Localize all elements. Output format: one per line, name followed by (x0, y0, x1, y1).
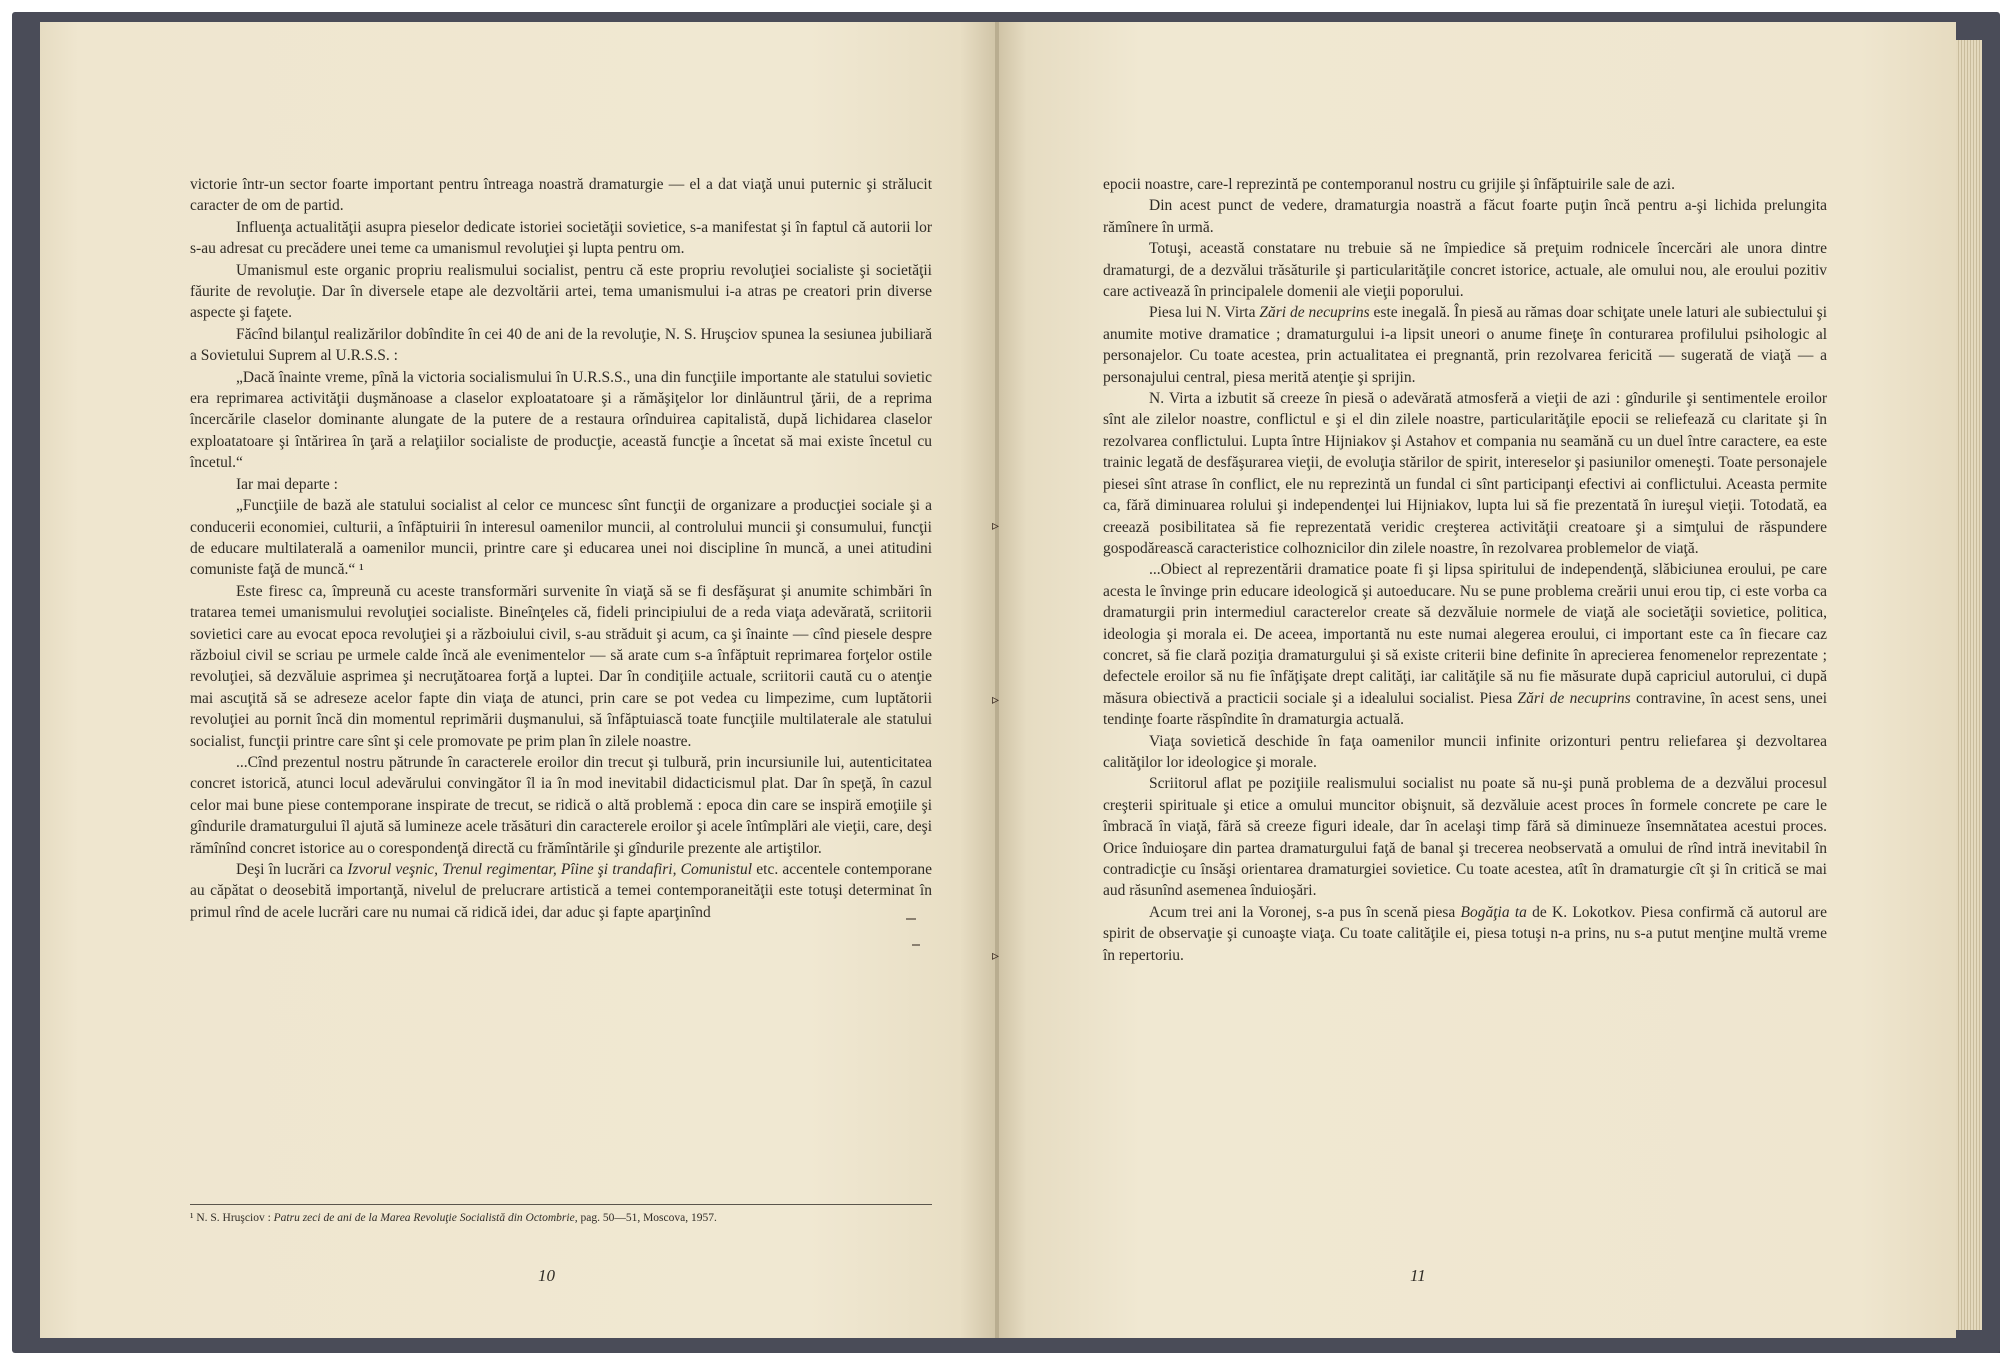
right-page-text (1103, 174, 1827, 966)
footnote-marker: ¹ (190, 1212, 194, 1224)
book-title: Zări de necuprins (1517, 689, 1631, 707)
paragraph: Scriitorul aflat pe poziţiile realismului socialist nu poate să nu-şi pună problema de a dezvălui procesul creşterii spirituale şi etice a omului muncitor obişnuit, să dezvăluie acest proces în formele concrete pe care le îmbracă în viaţă, fără să creeze figuri ideale, dar în acelaşi timp fără să diminueze însemnătatea acestui proces. Orice înduioşare din partea dramaturgului faţă de banal şi trecerea neobservată a omului de rînd intră inevitabil în contradicţie cu însăşi orientarea dramaturgiei sovietice. Cu toate acestea, atît în dramaturgie cît şi în critică se mai aud răsunînd asemenea înduioşări. (1103, 775, 1827, 900)
footnote-author: N. S. Hruşciov : (196, 1212, 271, 1224)
page-number: 10 (538, 1266, 555, 1285)
paragraph: Făcînd bilanţul realizărilor dobîndite în cei 40 de ani de la revoluţie, N. S. Hruşciov spunea la sesiunea jubiliară a Sovietului Suprem al U.R.S.S. : (190, 325, 932, 365)
paragraph: victorie într-un sector foarte important pentru întreaga noastră dramaturgie — el a dat viaţă unui puternic şi strălucit caracter de om de partid. (190, 176, 932, 215)
footnote-rest: pag. 50—51, Moscova, 1957. (580, 1212, 717, 1224)
binding-thread-mark: ▹ (992, 949, 1000, 964)
paragraph-with-titles: Piesa lui N. Virta Zări de necuprins este inegală. În piesă au rămas doar schiţate unele laturi ale subiectului şi anumite motive dramatice ; dramaturgului i-a lipsit uneori o anume fineţe în conturarea profilului psihologic al personajelor. Cu toate acestea, prin actualitatea ei pregnantă, prin rezolvarea fericită — sugerată de viaţă — a personajului central, piesa merită atenţie şi sprijin. (1103, 304, 1827, 386)
paragraph: Influenţa actualităţii asupra pieselor dedicate istoriei societăţii sovietice, s-a manifestat şi în faptul că autorii lor s-au adresat cu precădere unei teme ca umanismul revoluţiei şi lupta pentru om. (190, 218, 932, 258)
book-title: Izvorul veşnic, Trenul regimentar, Pîine şi trandafiri, Comunistul (347, 861, 753, 878)
margin-mark (906, 918, 916, 920)
paragraph-with-titles: Acum trei ani la Voronej, s-a pus în scenă piesa Bogăţia ta de K. Lokotkov. Piesa confirmă că autorul are spirit de observaţie şi cunoaşte viaţa. Cu toate calităţile ei, piesa totuşi n-a prins, nu s-a putut menţine multă vreme în repertoriu. (1103, 903, 1827, 964)
binding-thread-mark: ▹ (992, 693, 1000, 708)
paragraph: Umanismul este organic propriu realismului socialist, pentru că este propriu revoluţiei socialiste şi societăţii făurite de revoluţie. Dar în diversele etape ale dezvoltării artei, tema umanismului i-a atras pe creatori prin diverse aspecte şi faţete. (190, 261, 932, 322)
paragraph: ...Cînd prezentul nostru pătrunde în caracterele eroilor din trecut şi tulbură, prin incursiunile lui, autenticitatea concret istorică, atunci locul adevărului convingător îl ia în mod inevitabil didacticismul plat. Dar în speţă, în cazul celor mai bune piese contemporane inspirate de trecut, se ridică o altă problemă : epoca din care se inspiră emoţiile şi gîndurile dramaturgului îl ajută să lumineze acele trăsături din caracterele eroilor şi acele întîmplări ale vieţii, care, deşi rămînînd concret istorice au o corespondenţă directă cu frămîntările şi gîndurile prezente ale artiştilor. (190, 753, 932, 857)
left-page-text (190, 174, 932, 923)
paragraph: Totuşi, această constatare nu trebuie să ne împiedice să preţuim rodnicele încercări ale unora dintre dramaturgi, de a dezvălui trăsăturile şi particularităţile concret istorice, actuale, ale omului nou, ale eroului pozitiv care activează în principalele domenii ale vieţii poporului. (1103, 240, 1827, 301)
margin-mark (912, 944, 920, 946)
book-gutter (995, 22, 999, 1338)
binding-thread-mark: ▹ (992, 519, 1000, 534)
footnote-title: Patru zeci de ani de la Marea Revoluţie Socialistă din Octombrie, (273, 1212, 578, 1224)
paragraph: Viaţa sovietică deschide în faţa oamenilor muncii infinite orizonturi pentru reliefarea şi dezvoltarea calităţilor lor ideologice şi morale. (1103, 732, 1827, 771)
quotation-paragraph: „Dacă înainte vreme, pînă la victoria socialismului în U.R.S.S., una din funcţiile importante ale statului sovietic era reprimarea activităţii duşmănoase a claselor exploatatoare şi a rămăşiţelor lor dinlăuntrul ţării, de a reprima încercările claselor dominante alungate de la putere de a restaura orînduirea capitalistă, după lichidarea claselor exploatatoare şi întărirea în ţară a relaţiilor socialiste de producţie, această funcţie a încetat să mai existe încetul cu încetul.“ (190, 368, 932, 472)
book-title: Bogăţia ta (1460, 903, 1527, 921)
paragraph: Din acest punct de vedere, dramaturgia noastră a făcut foarte puţin încă pentru a-şi lichida prelungita rămînere în urmă. (1103, 197, 1827, 236)
paragraph-with-titles: ...Obiect al reprezentării dramatice poate fi şi lipsa spiritului de independenţă, slăbiciunea eroului, pe care acesta le învinge prin educare ideologică şi autoeducare. Nu se pune problema creării unui erou tip, ci este vorba ca dramaturgii prin intermediul caracterelor create să dezvăluie normele de viaţă ale societăţii sovietice, politica, ideologia şi morala ei. De aceea, importantă nu este numai alegerea eroului, ci important este ca în fiecare caz concret, să fie clară poziţia dramaturgului şi să existe criterii bine definite în aprecierea fenomenelor reprezentate ; defectele eroilor să nu fie înfăţişate drept calităţi, iar calităţile să nu fie măsurate după capriciul autorului, ci după măsura obiectivă a practicii sociale şi a idealului socialist. Piesa Zări de necuprins contravine, în acest sens, unei tendinţe foarte răspîndite în dramaturgia actuală. (1103, 561, 1827, 729)
paragraph: Iar mai departe : (236, 475, 338, 493)
right-page (998, 22, 1956, 1338)
paragraph: N. Virta a izbutit să creeze în piesă o adevărată atmosferă a vieţii de azi : gîndurile şi sentimentele eroilor sînt ale zilelor noastre, conflictul e şi el din zilele noastre, particularităţile epocii se reliefează cu claritate şi în rezolvarea conflictului. Lupta între Hijniakov şi Astahov et compania nu seamănă cu un duel între caractere, ea este trainic legată de desfăşurarea vieţii, de evoluţia stărilor de spirit, intereselor şi pasiunilor omeneşti. Toate personajele piesei sînt atrase în conflict, ele nu reprezintă un fundal ci sînt participanţi efectivi ai conflictului. Aceasta permite ca, fără diminuarea rolului şi independenţei lui Hijniakov, lupta lui să fie prezentată în iureşul vieţii. Totodată, ea creează posibilitatea să fie reprezentată veridic creşterea activităţii creatoare şi a simţului de răspundere gospodărească caracteristice colhoznicilor din zilele noastre, în rezolvarea problemelor de viaţă. (1103, 390, 1827, 557)
quotation-paragraph: „Funcţiile de bază ale statului socialist al celor ce muncesc sînt funcţii de organizare a producţiei sociale şi a conducerii economiei, culturii, a înfăptuirii în interesul oamenilor muncii, al controlului muncii şi consumului, funcţii de educare multilaterală a oamenilor muncii, printre care şi educarea unei noi discipline în muncă, a unei atitudini comuniste faţă de muncă.“ ¹ (190, 497, 932, 579)
paragraph: Este firesc ca, împreună cu aceste transformări survenite în viaţă să se fi desfăşurat şi anumite schimbări în tratarea temei umanismului revoluţiei socialiste. Bineînţeles că, fideli principiului de a reda viaţa adevărată, scriitorii sovietici care au evocat epoca revoluţiei şi a războiului civil, s-au străduit şi acum, ca şi înainte — cînd piesele despre războiul civil se scriau pe urmele calde încă ale evenimentelor — să arate cum s-a înfăptuit reprimarea forţelor ostile revoluţiei, să dezvăluie asprimea şi necruţătoarea forţă a luptei. Dar în condiţiile actuale, scriitorii caută cu o atenţie mai ascuţită să se adreseze acelor fapte din viaţa de atunci, prin care se pot vedea cu limpezime, cum luptătorii revoluţiei au pornit încă din momentul reprimării duşmanului, să înfăptuiască toate funcţiile multilaterale ale statului socialist, funcţii printre care sînt şi cele promovate pe prim plan în zilele noastre. (190, 582, 932, 750)
page-number: 11 (1410, 1266, 1426, 1285)
footnote (190, 1204, 932, 1226)
paragraph: epocii noastre, care-l reprezintă pe contemporanul nostru cu grijile şi înfăptuirile sale de azi. (1103, 176, 1675, 193)
left-page (40, 22, 998, 1338)
paragraph-with-titles: Deşi în lucrări ca Izvorul veşnic, Trenul regimentar, Pîine şi trandafiri, Comunistul etc. accentele contemporane au căpătat o deosebită importanţă, nivelul de prelucrare artistică a temei contemporaneităţii este totuşi determinat în primul rînd de acele lucrări care nu numai că ridică idei, dar aduc şi fapte aparţinînd (190, 861, 932, 921)
book-title: Zări de necuprins (1259, 304, 1370, 322)
page-stack-edges (1956, 40, 1982, 1330)
